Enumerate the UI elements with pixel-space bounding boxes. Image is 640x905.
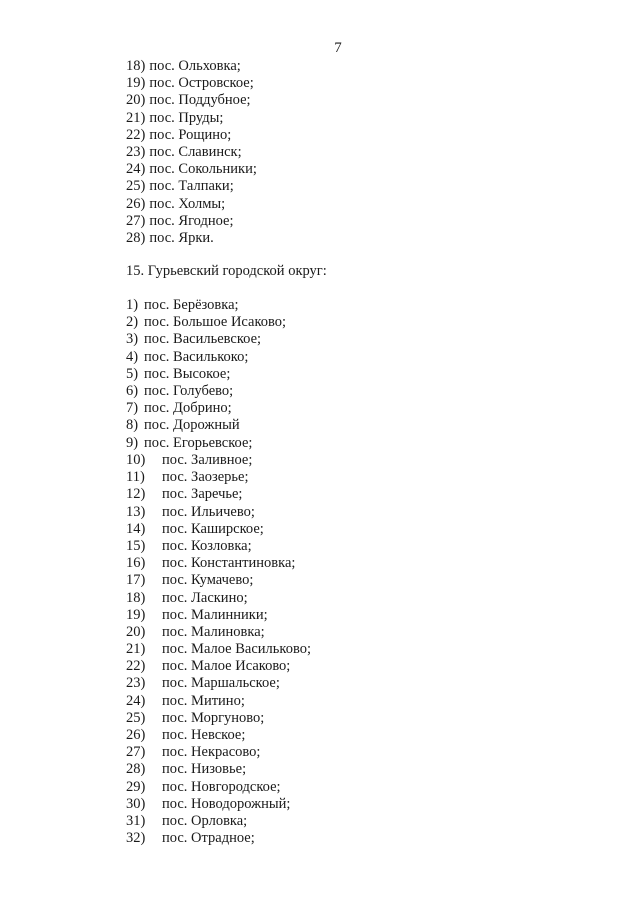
list-item [126,196,257,213]
list-item [126,572,311,589]
item-number: 15) [126,537,146,554]
settlement-list-section-b [126,452,311,847]
item-number: 20) [126,623,146,640]
list-item [126,178,257,195]
item-number: 23) [126,675,146,692]
item-text: пос. Моргуново; [162,709,265,726]
item-number: 22) [126,658,146,675]
item-number: 21) [126,109,146,126]
item-text: пос. Невское; [162,727,246,743]
item-number: 25) [126,709,146,726]
list-item [126,349,286,366]
item-number: 19) [126,606,146,623]
list-item [126,658,311,675]
item-text: пос. Большое Исаково; [144,314,287,331]
item-text: пос. Добрино; [144,400,232,417]
item-text: пос. Пруды; [149,109,224,126]
item-text: пос. Славинск; [149,143,242,160]
list-item [126,813,311,830]
item-number: 18) [126,58,146,74]
item-text: пос. Каширское; [162,520,264,537]
item-text: пос. Ярки. [149,229,214,246]
item-text: пос. Некрасово; [162,744,261,761]
item-number: 4) [126,348,139,365]
item-number: 24) [126,161,146,178]
item-text: пос. Маршальское; [162,675,280,692]
item-number: 19) [126,75,146,92]
item-text: пос. Ольховка; [149,58,241,74]
list-item [126,383,286,400]
list-item [126,727,311,744]
item-text: пос. Козловка; [162,537,252,554]
item-number: 27) [126,744,146,761]
item-number: 16) [126,555,146,572]
settlement-list-continued [126,58,257,247]
item-number: 29) [126,778,146,795]
list-item [126,779,311,796]
item-text: пос. Сокольники; [149,161,257,178]
list-item [126,92,257,109]
item-text: пос. Островское; [149,75,254,92]
list-item [126,331,286,348]
item-number: 27) [126,212,146,229]
item-number: 26) [126,727,146,743]
list-item [126,297,286,314]
item-number: 1) [126,297,139,313]
item-number: 24) [126,692,146,709]
list-item [126,504,311,521]
list-item [126,452,311,469]
list-item [126,830,311,847]
item-text: пос. Егорьевское; [144,434,253,451]
item-number: 11) [126,469,145,486]
item-text: пос. Голубево; [144,382,234,399]
item-text: пос. Василькоко; [144,348,249,365]
item-text: пос. Васильевское; [144,331,262,348]
list-item [126,675,311,692]
list-item [126,555,311,572]
list-item [126,75,257,92]
item-number: 8) [126,417,139,434]
item-number: 30) [126,795,146,812]
item-number: 31) [126,812,146,829]
list-item [126,744,311,761]
list-item [126,486,311,503]
list-item [126,435,286,452]
list-item [126,538,311,555]
list-item [126,230,257,247]
list-item [126,144,257,161]
item-text: пос. Берёзовка; [144,297,239,313]
item-text: пос. Ягодное; [149,212,234,229]
item-text: пос. Малое Васильково; [162,641,311,658]
list-item [126,693,311,710]
item-number: 22) [126,126,146,143]
list-item [126,641,311,658]
list-item [126,366,286,383]
settlement-list-section-a [126,297,286,452]
item-number: 18) [126,589,146,606]
item-text: пос. Новгородское; [162,778,281,795]
list-item [126,796,311,813]
item-number: 9) [126,434,139,451]
item-text: пос. Малинники; [162,606,268,623]
item-number: 28) [126,761,146,778]
item-number: 17) [126,572,146,589]
item-number: 5) [126,365,139,382]
item-number: 26) [126,195,146,212]
item-number: 7) [126,400,139,417]
item-number: 13) [126,503,146,520]
item-text: пос. Малое Исаково; [162,658,291,675]
item-text: пос. Высокое; [144,365,231,382]
list-item [126,161,257,178]
list-item [126,590,311,607]
item-text: пос. Рощино; [149,126,232,143]
item-text: пос. Ильичево; [162,503,255,520]
list-item [126,110,257,127]
list-item [126,624,311,641]
list-item [126,213,257,230]
item-text: пос. Ласкино; [162,589,248,606]
section-heading: 15. Гурьевский городской округ: [126,263,327,279]
item-text: пос. Отрадное; [162,830,255,847]
item-number: 23) [126,143,146,160]
list-item [126,710,311,727]
item-number: 32) [126,830,146,847]
list-item [126,469,311,486]
item-number: 28) [126,229,146,246]
item-text: пос. Орловка; [162,812,248,829]
item-text: пос. Заречье; [162,486,243,503]
item-number: 6) [126,382,139,399]
list-item [126,761,311,778]
list-item [126,400,286,417]
item-text: пос. Константиновка; [162,555,296,572]
list-item [126,314,286,331]
list-item [126,127,257,144]
item-number: 14) [126,520,146,537]
item-number: 25) [126,178,146,195]
list-item [126,607,311,624]
item-number: 3) [126,331,139,348]
item-text: пос. Талпаки; [149,178,234,195]
item-text: пос. Поддубное; [149,92,251,109]
item-number: 10) [126,452,146,468]
item-text: пос. Митино; [162,692,245,709]
item-text: пос. Низовье; [162,761,247,778]
item-text: пос. Дорожный [144,417,240,434]
list-item [126,521,311,538]
item-number: 21) [126,641,146,658]
item-text: пос. Кумачево; [162,572,254,589]
item-number: 20) [126,92,146,109]
page-number: 7 [334,40,342,56]
list-item [126,417,286,434]
list-item [126,58,257,75]
item-text: пос. Новодорожный; [162,795,291,812]
item-text: пос. Заливное; [162,452,253,468]
item-text: пос. Холмы; [149,195,226,212]
item-text: пос. Заозерье; [162,469,249,486]
item-number: 12) [126,486,146,503]
item-text: пос. Малиновка; [162,623,265,640]
item-number: 2) [126,314,139,331]
